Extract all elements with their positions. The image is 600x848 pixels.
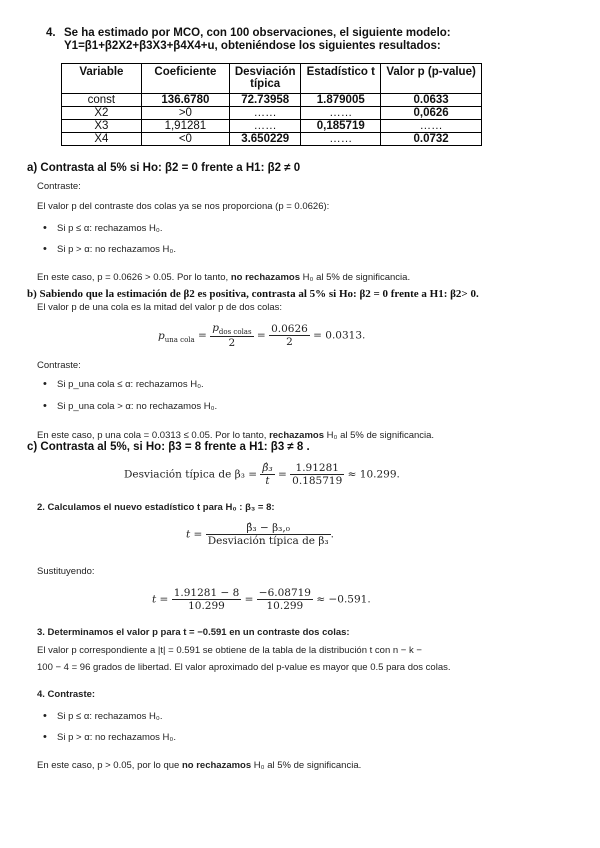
table-row: [62, 107, 482, 120]
table-header-cell: Estadístico t: [301, 64, 381, 94]
part-a-conclusion: [37, 272, 410, 283]
part-c-step-4: 4. Contraste:: [37, 689, 96, 700]
part-a-contraste-label: Contraste:: [37, 181, 81, 192]
table-cell: 72.73958: [229, 94, 300, 107]
table-cell: ……: [301, 107, 381, 120]
table-cell: ……: [229, 107, 300, 120]
part-a-heading: a) Contrasta al 5% si Ho: β2 = 0 frente a H1: β2 ≠ 0: [27, 162, 301, 174]
table-row: [62, 94, 482, 107]
eq-result: = 0.0313.: [313, 329, 366, 342]
table-header-cell: Valor p (p-value): [381, 64, 482, 94]
table-cell: <0: [141, 133, 229, 146]
table-cell: 1,91281: [141, 120, 229, 133]
table-header-cell: Desviación típica: [229, 64, 300, 94]
question-line-1: Se ha estimado por MCO, con 100 observaciones, el siguiente modelo:: [64, 27, 451, 39]
table-header-cell: Coeficiente: [141, 64, 229, 94]
table-cell: 3.650229: [229, 133, 300, 146]
part-a-bullet-1: • Si p ≤ α: rechazamos H₀.: [57, 223, 162, 234]
table-row: [62, 133, 482, 146]
eq-lhs: $p_{una cola}$: [158, 329, 195, 344]
part-a-conclusion-pre: En este caso, p = 0.0626 > 0.05. Por lo tanto,: [37, 272, 231, 283]
part-c-conclusion: En este caso, p > 0.05, por lo que no rechazamos H₀ al 5% de significancia.: [37, 760, 362, 771]
part-b-bullet-2: • Si p_una cola > α: no rechazamos H₀.: [57, 401, 217, 412]
part-a-intro: El valor p del contraste dos colas ya se nos proporciona (p = 0.0626):: [37, 201, 330, 212]
part-a-bullet-2: • Si p > α: no rechazamos H₀.: [57, 244, 176, 255]
question-line-2: Y1=β1+β2X2+β3X3+β4X4+u, obteniéndose los siguientes resultados:: [64, 40, 441, 52]
part-c-step-3-line-2: 100 − 4 = 96 grados de libertad. El valor aproximado del p-value es mayor que 0.5 para dos colas.: [37, 662, 451, 673]
table-cell: 1.879005: [301, 94, 381, 107]
results-table: [61, 63, 482, 146]
part-a-conclusion-post: H₀ al 5% de significancia.: [300, 272, 411, 283]
table-cell: X4: [62, 133, 142, 146]
part-b-bullet-1: • Si p_una cola ≤ α: rechazamos H₀.: [57, 379, 204, 390]
table-cell: >0: [141, 107, 229, 120]
fraction-two: $\frac{0.0626}{2}$: [271, 323, 308, 349]
part-c-equation-2: t = $\frac{\text{β̂₃ − β₃,₀}}{\text{Desviación típica de β₃}}$ .: [186, 522, 334, 547]
table-header-cell: Variable: [62, 64, 142, 94]
part-c-bullet-2: • Si p > α: no rechazamos H₀.: [57, 732, 176, 743]
table-row: [62, 120, 482, 133]
part-c-equation-1: Desviación típica de β₃ = $\frac{\text{β̂₃}}{t}$ = $\frac{1.91281}{0.185719}$ ≈ 10.299.: [124, 462, 400, 487]
part-c-equation-3: t = $\frac{1.91281 - 8}{10.299}$ = $\frac{-6.08719}{10.299}$ ≈ −0.591.: [152, 587, 371, 612]
table-cell: 136.6780: [141, 94, 229, 107]
table-cell: ……: [229, 120, 300, 133]
table-cell: ……: [381, 120, 482, 133]
question-number: 4.: [46, 27, 56, 39]
part-b-conclusion: En este caso, p una cola = 0.0313 ≤ 0.05. Por lo tanto, rechazamos H₀ al 5% de significancia.: [37, 430, 435, 441]
table-cell: 0.0732: [381, 133, 482, 146]
part-b-equation: $p_{una cola}$ = $\frac{p_{dos colas}}{2}$ = $\frac{0.0626}{2}$ = 0.0313.: [158, 322, 366, 350]
part-c-bullet-1: • Si p ≤ α: rechazamos H₀.: [57, 711, 162, 722]
table-cell: 0,0626: [381, 107, 482, 120]
part-b-contraste-label: Contraste:: [37, 360, 81, 371]
part-a-conclusion-bold: no rechazamos: [230, 272, 300, 283]
part-c-sustituyendo: Sustituyendo:: [37, 566, 95, 577]
table-cell: X2: [62, 107, 142, 120]
part-b-heading: b) Sabiendo que la estimación de β2 es positiva, contrasta al 5% si Ho: β2 = 0 frente a H1: β2> 0.: [27, 288, 479, 300]
fraction-one: $\frac{p_{dos colas}}{2}$: [212, 322, 252, 350]
part-c-step-3: 3. Determinamos el valor p para t = −0.591 en un contraste dos colas:: [37, 627, 350, 638]
table-cell: X3: [62, 120, 142, 133]
part-c-heading: c) Contrasta al 5%, si Ho: β3 = 8 frente a H1: β3 ≠ 8 .: [27, 441, 310, 453]
table-cell: const: [62, 94, 142, 107]
table-cell: 0.0633: [381, 94, 482, 107]
table-header-row: [62, 64, 482, 94]
part-b-intro: El valor p de una cola es la mitad del valor p de dos colas:: [37, 302, 283, 313]
table-cell: 0,185719: [301, 120, 381, 133]
part-c-step-3-line-1: El valor p correspondiente a |t| = 0.591 se obtiene de la tabla de la distribución t con n − k −: [37, 645, 422, 656]
table-cell: ……: [301, 133, 381, 146]
part-c-step-2: 2. Calculamos el nuevo estadístico t para H₀ : β₃ = 8:: [37, 502, 275, 513]
